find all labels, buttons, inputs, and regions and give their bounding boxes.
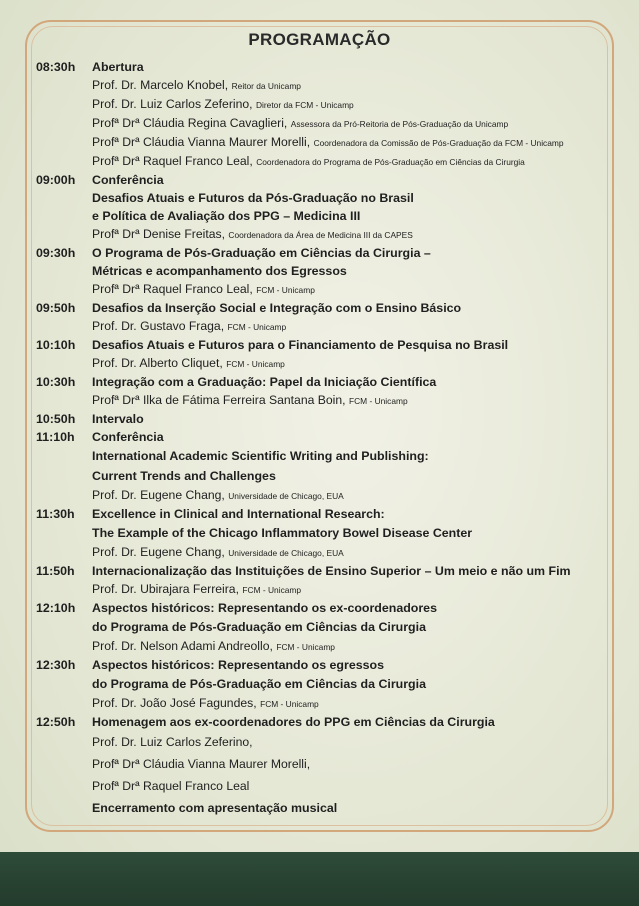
- speaker-name: Prof. Dr. Marcelo Knobel,: [92, 78, 229, 92]
- entry-time: 09:50h: [36, 301, 76, 315]
- speaker-name: Prof. Dr. Eugene Chang,: [92, 545, 225, 559]
- speaker-line: [92, 637, 626, 656]
- schedule-entry: [36, 505, 626, 562]
- entry-time: 12:10h: [36, 601, 76, 615]
- speaker-affiliation: Coordenadora do Programa de Pós-Graduação em Ciências da Cirurgia: [256, 157, 525, 167]
- entry-body: [92, 562, 626, 599]
- speaker-affiliation: FCM - Unicamp: [260, 699, 319, 709]
- footer-band: [0, 852, 639, 906]
- speaker-name: Profª Drª Denise Freitas,: [92, 227, 225, 241]
- speaker-line: [92, 76, 626, 95]
- speaker-name: Prof. Dr. Luiz Carlos Zeferino,: [92, 97, 253, 111]
- session-title: Conferência: [92, 173, 164, 187]
- speaker-affiliation: FCM - Unicamp: [227, 322, 287, 332]
- speaker-line: [92, 753, 626, 775]
- entry-body: [92, 505, 626, 562]
- entry-body: [92, 428, 626, 505]
- schedule-entry: [36, 244, 626, 299]
- speaker-affiliation: Reitor da Unicamp: [231, 81, 301, 91]
- schedule-entry: [36, 562, 626, 599]
- session-title: The Example of the Chicago Inflammatory Bowel Disease Center: [92, 526, 473, 540]
- speaker-affiliation: Coordenadora da Comissão de Pós-Graduação da FCM - Unicamp: [313, 138, 564, 148]
- speaker-affiliation: Coordenadora da Área de Medicina III da CAPES: [228, 230, 413, 240]
- speaker-line: [92, 694, 626, 713]
- speaker-affiliation: FCM - Unicamp: [349, 396, 408, 406]
- speaker-line: [92, 543, 626, 562]
- speaker-name: Profª Drª Cláudia Regina Cavaglieri,: [92, 116, 288, 130]
- speaker-line: [92, 317, 626, 336]
- schedule-entry: [36, 58, 626, 171]
- schedule-entry: [36, 373, 626, 410]
- entry-body: [92, 171, 626, 244]
- entry-body: [92, 336, 626, 373]
- session-title: do Programa de Pós-Graduação em Ciências da Cirurgia: [92, 620, 426, 634]
- speaker-affiliation: Diretor da FCM - Unicamp: [255, 100, 354, 110]
- entry-time: 12:50h: [36, 715, 76, 729]
- session-title: e Política de Avaliação dos PPG – Medicina III: [92, 209, 361, 223]
- session-title: do Programa de Pós-Graduação em Ciências da Cirurgia: [92, 677, 426, 691]
- entry-body: [92, 58, 626, 171]
- speaker-name: Profª Drª Cláudia Vianna Maurer Morelli,: [92, 757, 311, 771]
- schedule-entry: [36, 336, 626, 373]
- speaker-line: [92, 391, 626, 410]
- entry-body: [92, 299, 626, 336]
- speaker-line: [92, 225, 626, 244]
- session-title: Intervalo: [92, 412, 144, 426]
- session-title: Desafios Atuais e Futuros para o Financiamento de Pesquisa no Brasil: [92, 338, 509, 352]
- session-title: Integração com a Graduação: Papel da Iniciação Científica: [92, 375, 437, 389]
- entry-time: 10:50h: [36, 412, 76, 426]
- session-title: International Academic Scientific Writing and Publishing:: [92, 449, 429, 463]
- session-title: Aspectos históricos: Representando os egressos: [92, 658, 384, 672]
- speaker-affiliation: FCM - Unicamp: [242, 585, 302, 595]
- speaker-name: Prof. Dr. Nelson Adami Andreollo,: [92, 639, 273, 653]
- speaker-line: [92, 280, 626, 299]
- speaker-line: [92, 354, 626, 373]
- schedule-entry: [36, 410, 626, 428]
- speaker-name: Profª Drª Ilka de Fátima Ferreira Santana Boin,: [92, 393, 346, 407]
- speaker-name: Prof. Dr. Eugene Chang,: [92, 488, 225, 502]
- session-title: Desafios da Inserção Social e Integração com o Ensino Básico: [92, 301, 462, 315]
- entry-body: [92, 599, 626, 656]
- speaker-name: Prof. Dr. Alberto Cliquet,: [92, 356, 223, 370]
- session-title: Homenagem aos ex-coordenadores do PPG em Ciências da Cirurgia: [92, 715, 495, 729]
- speaker-name: Prof. Dr. João José Fagundes,: [92, 696, 257, 710]
- speaker-line: [92, 133, 626, 152]
- session-title: Desafios Atuais e Futuros da Pós-Graduação no Brasil: [92, 191, 414, 205]
- speaker-line: [92, 486, 626, 505]
- entry-time: 08:30h: [36, 60, 76, 74]
- speaker-affiliation: Universidade de Chicago, EUA: [228, 548, 344, 558]
- page-title: PROGRAMAÇÃO: [248, 30, 391, 49]
- speaker-line: [92, 731, 626, 753]
- session-title: Aspectos históricos: Representando os ex-coordenadores: [92, 601, 437, 615]
- entry-body: [92, 713, 626, 819]
- schedule: [36, 58, 626, 819]
- speaker-affiliation: FCM - Unicamp: [256, 285, 315, 295]
- entry-time: 09:30h: [36, 246, 76, 260]
- speaker-affiliation: Universidade de Chicago, EUA: [228, 491, 344, 501]
- schedule-entry: [36, 656, 626, 713]
- speaker-line: [92, 152, 626, 171]
- schedule-entry: [36, 428, 626, 505]
- speaker-name: Profª Drª Raquel Franco Leal,: [92, 154, 253, 168]
- speaker-line: [92, 114, 626, 133]
- schedule-entry: [36, 299, 626, 336]
- session-title: Encerramento com apresentação musical: [92, 801, 338, 815]
- schedule-entry: [36, 599, 626, 656]
- session-title: O Programa de Pós-Graduação em Ciências da Cirurgia –: [92, 246, 431, 260]
- session-title: Internacionalização das Instituições de Ensino Superior – Um meio e não um Fim: [92, 564, 571, 578]
- entry-body: [92, 410, 626, 428]
- entry-time: 11:50h: [36, 564, 75, 578]
- speaker-affiliation: FCM - Unicamp: [226, 359, 285, 369]
- session-title: Excellence in Clinical and International Research:: [92, 507, 385, 521]
- session-title: Métricas e acompanhamento dos Egressos: [92, 264, 347, 278]
- entry-time: 09:00h: [36, 173, 76, 187]
- speaker-line: [92, 775, 626, 797]
- speaker-name: Prof. Dr. Luiz Carlos Zeferino,: [92, 735, 253, 749]
- entry-body: [92, 244, 626, 299]
- entry-time: 11:30h: [36, 507, 75, 521]
- entry-body: [92, 373, 626, 410]
- entry-time: 10:10h: [36, 338, 76, 352]
- session-title: Current Trends and Challenges: [92, 469, 276, 483]
- speaker-affiliation: FCM - Unicamp: [276, 642, 335, 652]
- session-title: Abertura: [92, 60, 144, 74]
- schedule-entry: [36, 171, 626, 244]
- entry-body: [92, 656, 626, 713]
- entry-time: 11:10h: [36, 430, 75, 444]
- speaker-affiliation: Assessora da Pró-Reitoria de Pós-Graduação da Unicamp: [290, 119, 509, 129]
- speaker-name: Profª Drª Raquel Franco Leal,: [92, 282, 253, 296]
- speaker-line: [92, 95, 626, 114]
- entry-time: 12:30h: [36, 658, 76, 672]
- speaker-line: [92, 580, 626, 599]
- speaker-name: Prof. Dr. Gustavo Fraga,: [92, 319, 225, 333]
- speaker-name: Profª Drª Cláudia Vianna Maurer Morelli,: [92, 135, 311, 149]
- entry-time: 10:30h: [36, 375, 76, 389]
- speaker-name: Profª Drª Raquel Franco Leal: [92, 779, 250, 793]
- session-title: Conferência: [92, 430, 164, 444]
- schedule-entry: [36, 713, 626, 819]
- speaker-name: Prof. Dr. Ubirajara Ferreira,: [92, 582, 239, 596]
